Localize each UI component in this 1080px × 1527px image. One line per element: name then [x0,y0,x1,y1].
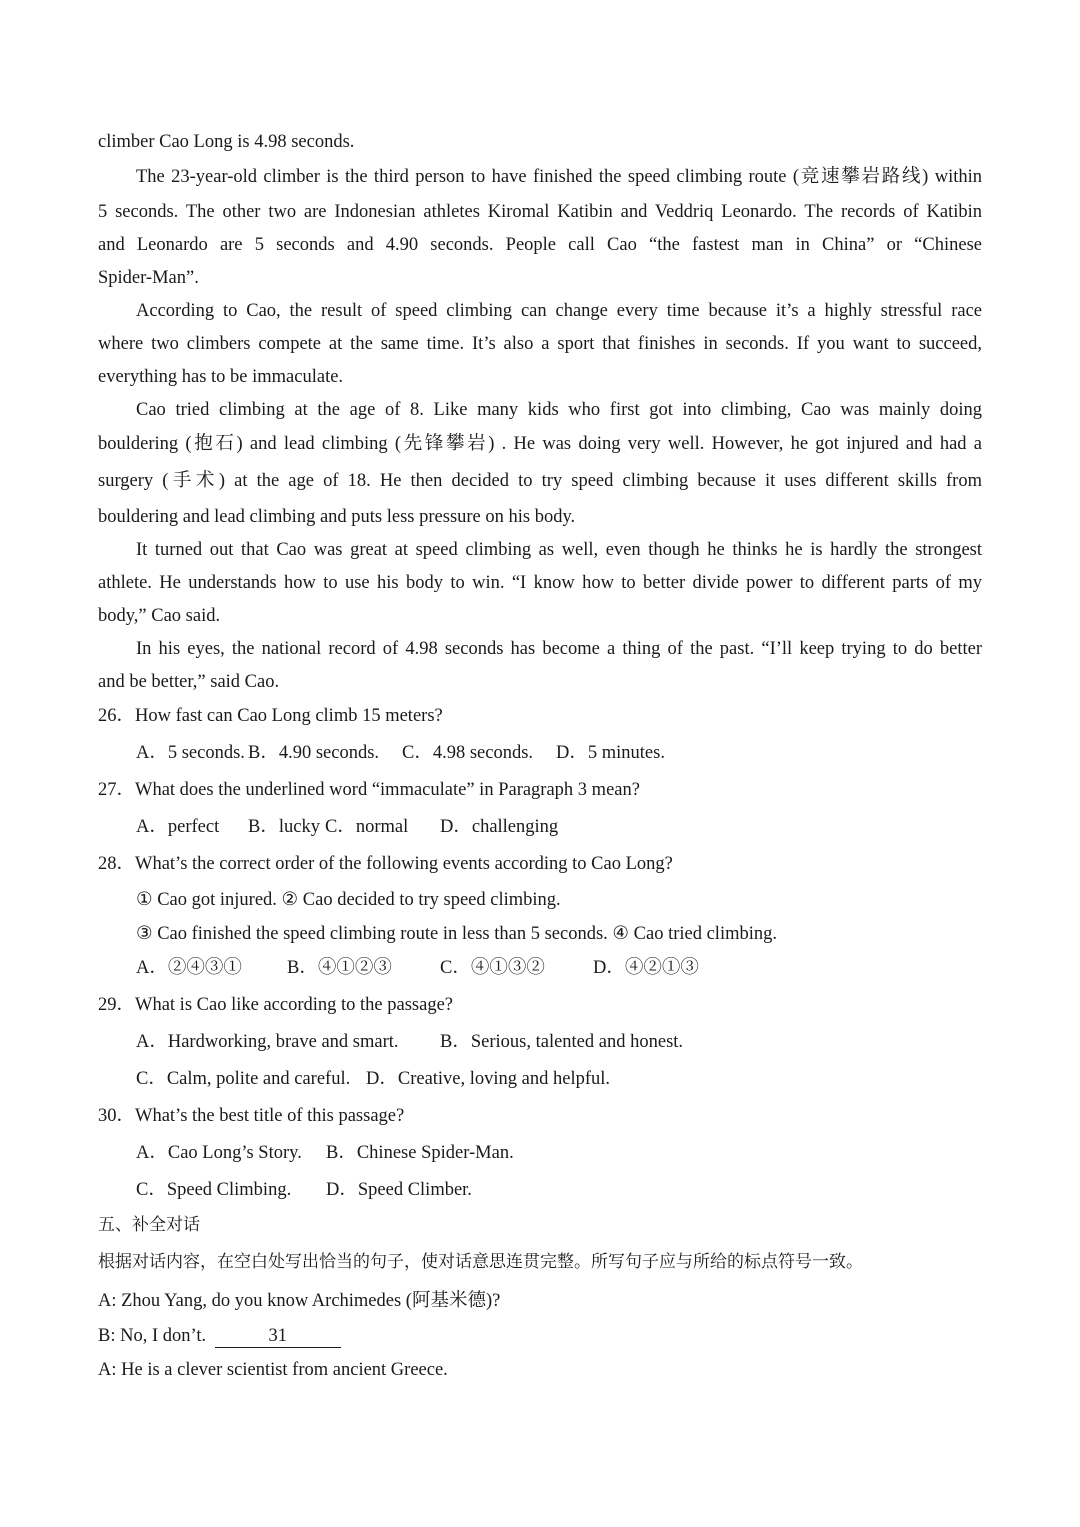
option-c: C．Calm, polite and careful. [136,1069,351,1089]
option-b: B．④①②③ [287,958,392,978]
question-stem: 28．What’s the correct order of the following events according to Cao Long? [98,854,673,874]
answer-blank[interactable]: 31 [215,1327,341,1348]
option-a: A．②④③① [136,958,242,978]
option-b: B．lucky [248,817,320,837]
passage-line: Cao tried climbing at the age of 8. Like many kids who first got into climbing, Cao was mainly doing [136,400,982,420]
passage-line: and Leonardo are 5 seconds and 4.90 seconds. People call Cao “the fastest man in China” or “Chinese [98,235,982,255]
question-stem: 27．What does the underlined word “immaculate” in Paragraph 3 mean? [98,780,640,800]
passage-line: athlete. He understands how to use his body to win. “I know how to better divide power to different parts of my [98,573,982,593]
option-b: B．Chinese Spider-Man. [326,1143,514,1163]
option-d: D．challenging [440,817,559,837]
passage-line: body,” Cao said. [98,606,221,626]
passage-line: The 23-year-old climber is the third person to have finished the speed climbing route (竞速攀岩路线) within [136,167,982,187]
section-heading: 五、补全对话 [98,1215,200,1235]
dialogue-line [98,1327,341,1348]
option-a: A．Cao Long’s Story. [136,1143,302,1163]
section-instruction: 根据对话内容，在空白处写出恰当的句子，使对话意思连贯完整。所写句子应与所给的标点符号一致。 [98,1252,863,1272]
option-d: D．Speed Climber. [326,1180,472,1200]
question-stem: 29．What is Cao like according to the passage? [98,995,453,1015]
passage-line: bouldering (抱石) and lead climbing (先锋攀岩) . He was doing very well. However, he got injured and had a [98,434,982,454]
option-c: C．normal [325,817,409,837]
question-stem: 26．How fast can Cao Long climb 15 meters? [98,706,443,726]
option-d: D．5 minutes. [556,743,665,763]
option-a: A．Hardworking, brave and smart. [136,1032,399,1052]
passage-line: and be better,” said Cao. [98,672,280,692]
passage-line: 5 seconds. The other two are Indonesian athletes Kiromal Katibin and Veddriq Leonardo. The records of Katibin [98,202,982,222]
passage-line: Spider-Man”. [98,268,199,288]
option-b: B．4.90 seconds. [248,743,380,763]
option-d: D．④②①③ [593,958,699,978]
option-b: B．Serious, talented and honest. [440,1032,684,1052]
passage-line: where two climbers compete at the same time. It’s also a sport that finishes in seconds. If you want to succeed, [98,334,982,354]
passage-line: bouldering and lead climbing and puts less pressure on his body. [98,507,576,527]
passage-line: everything has to be immaculate. [98,367,344,387]
dialogue-line: A: Zhou Yang, do you know Archimedes (阿基米德)? [98,1291,501,1311]
events-list: ③ Cao finished the speed climbing route in less than 5 seconds. ④ Cao tried climbing. [136,924,777,944]
option-a: A．5 seconds. [136,743,245,763]
events-list: ① Cao got injured. ② Cao decided to try speed climbing. [136,890,561,910]
passage-line: climber Cao Long is 4.98 seconds. [98,132,355,152]
passage-line: It turned out that Cao was great at speed climbing as well, even though he thinks he is hardly the strongest [136,540,982,560]
passage-line: surgery (手术) at the age of 18. He then decided to try speed climbing because it uses different skills from [98,471,982,491]
option-c: C．4.98 seconds. [402,743,534,763]
option-c: C．④①③② [440,958,545,978]
dialogue-line: A: He is a clever scientist from ancient Greece. [98,1360,448,1380]
question-stem: 30．What’s the best title of this passage? [98,1106,405,1126]
option-a: A．perfect [136,817,220,837]
option-d: D．Creative, loving and helpful. [366,1069,611,1089]
option-c: C．Speed Climbing. [136,1180,292,1200]
passage-line: According to Cao, the result of speed climbing can change every time because it’s a highly stressful race [136,301,982,321]
passage-line: In his eyes, the national record of 4.98 seconds has become a thing of the past. “I’ll keep trying to do better [136,639,982,659]
dialogue-text: B: No, I don’t. [98,1326,207,1346]
